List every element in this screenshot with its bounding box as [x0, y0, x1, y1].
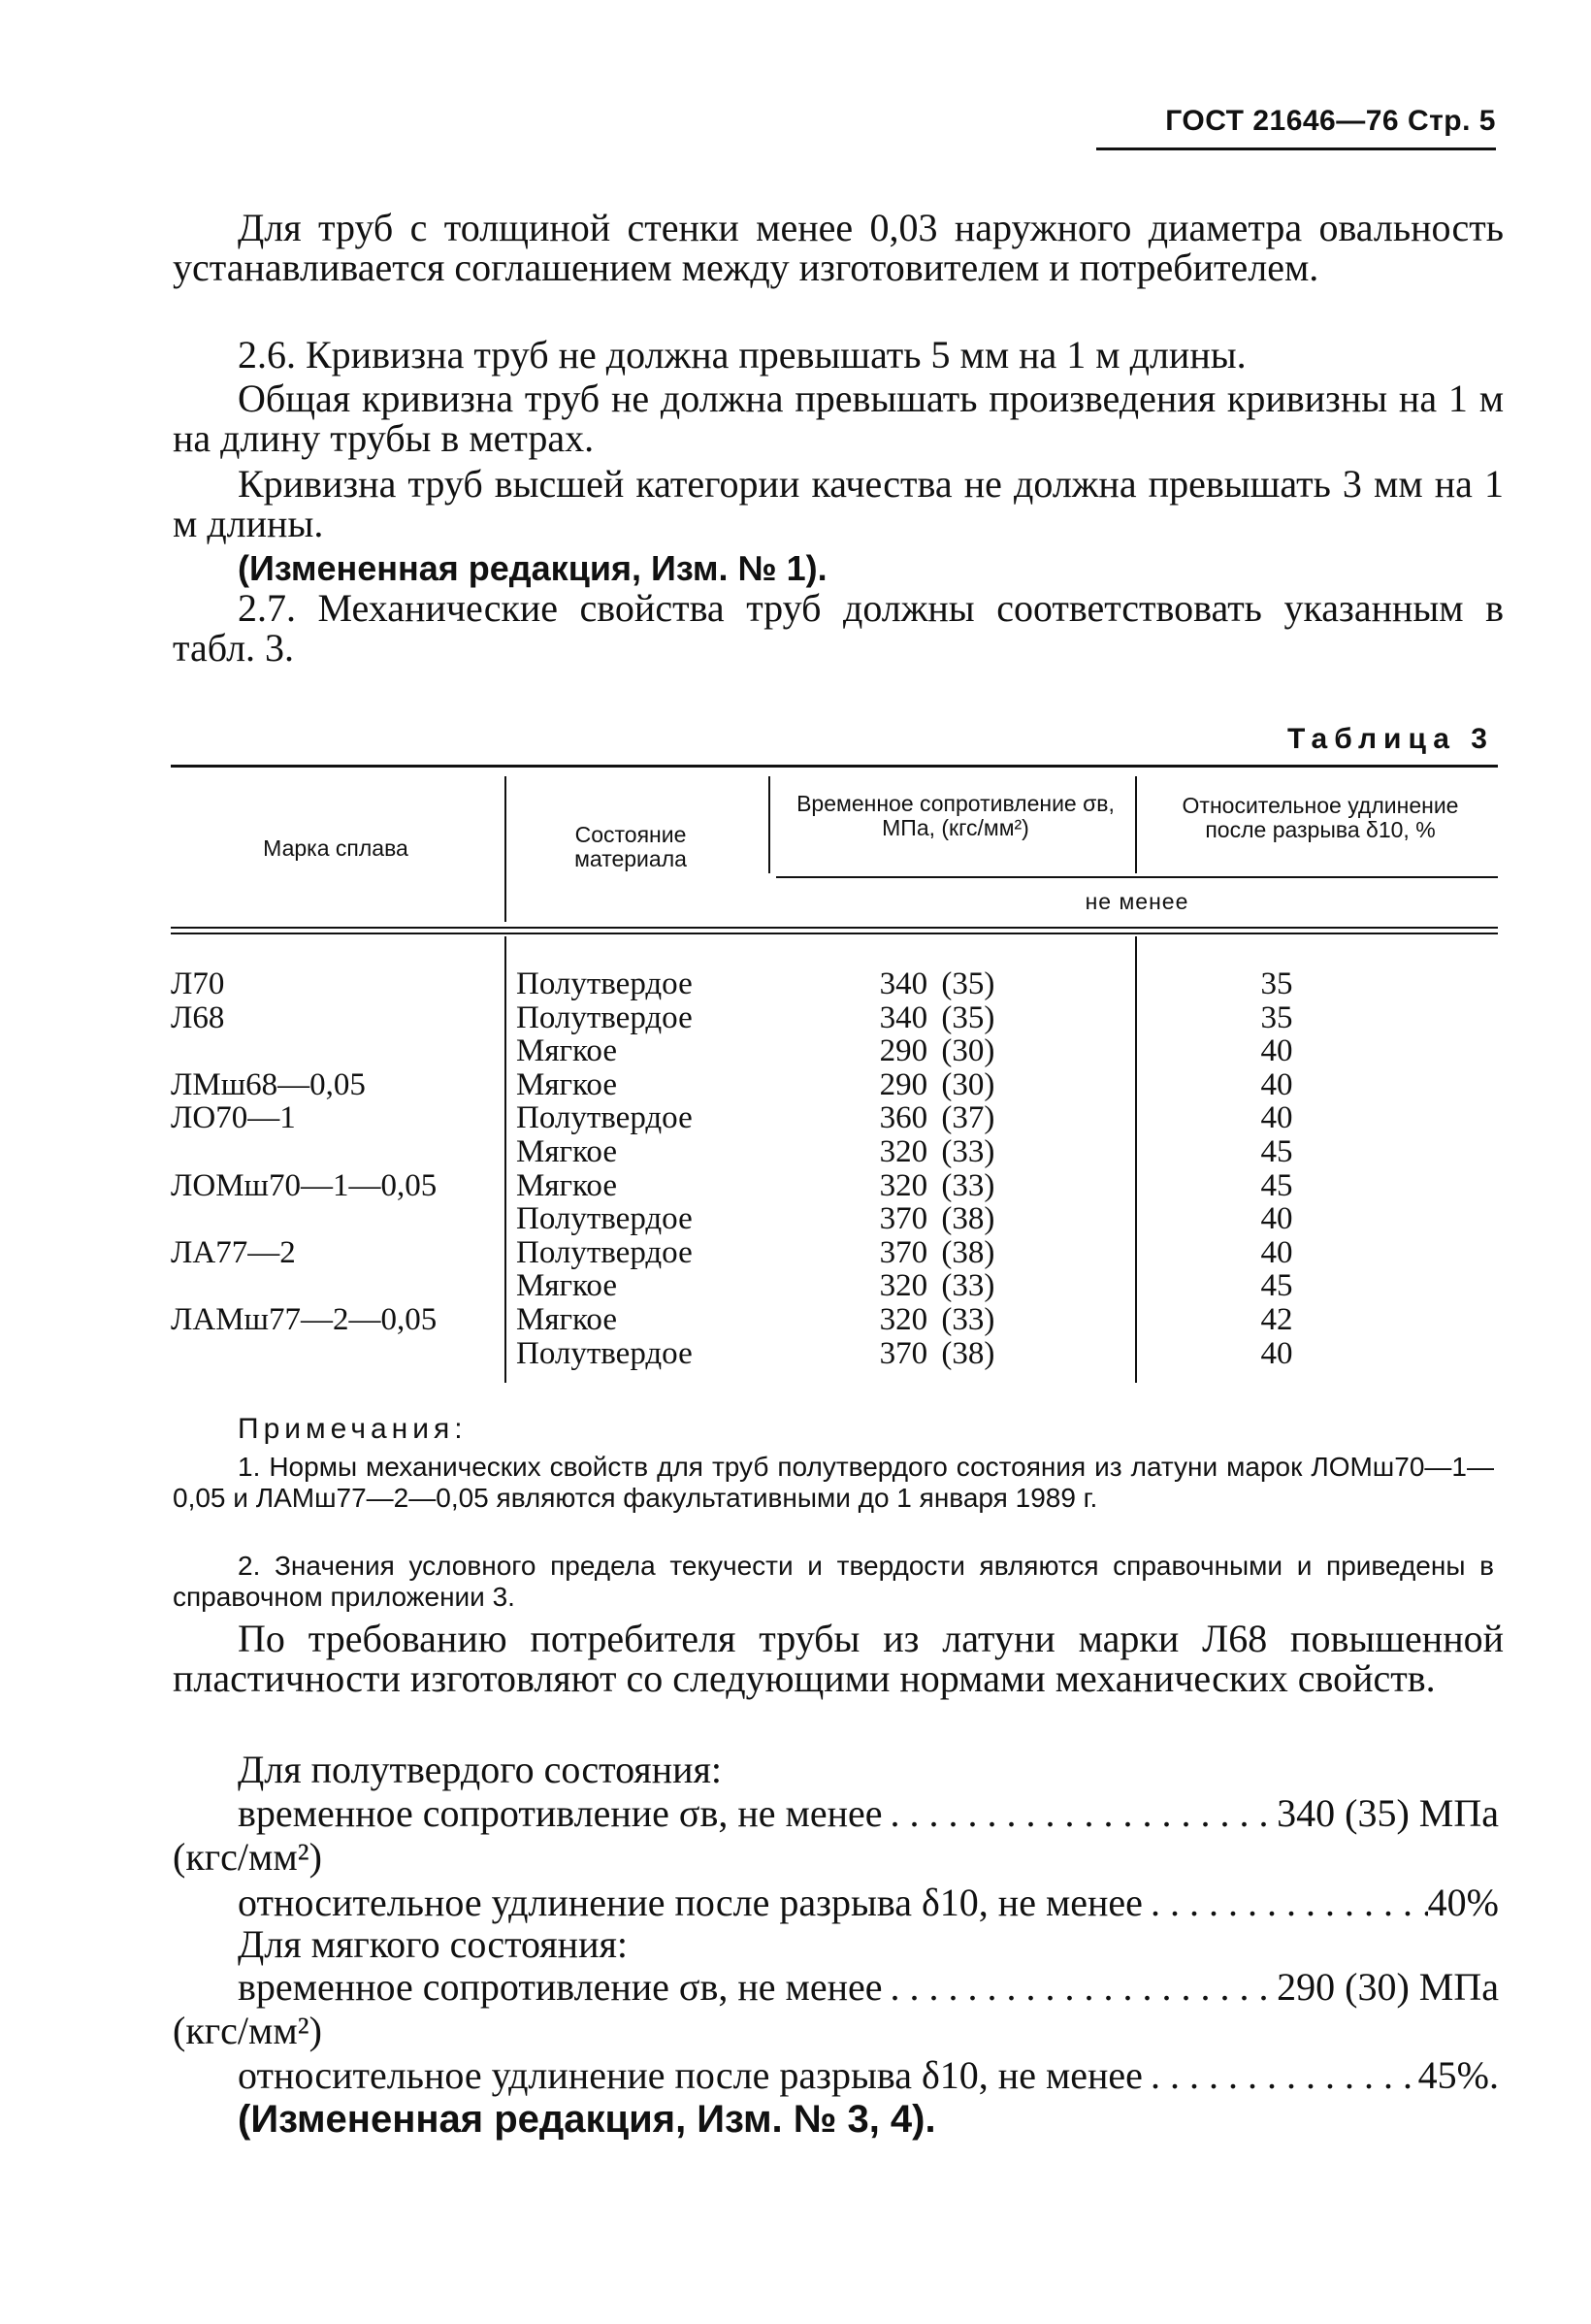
cell-strength: 370 (38) [879, 1335, 995, 1371]
paragraph-high-quality: Кривизна труб высшей категории качества не должна превышать 3 мм на 1 м длины. [173, 462, 1504, 545]
cell-grade: Л68 [171, 999, 225, 1035]
table-row [171, 1169, 1500, 1203]
table-row [171, 1135, 1500, 1169]
paragraph-l68: По требованию потребителя трубы из латуни марки Л68 повышенной пластичности изготовляют со следующими нормами механических свойств. [173, 1617, 1504, 1700]
header-elongation: Относительное удлинение после разрыва δ10, % [1182, 793, 1459, 842]
cell-elongation: 45 [1260, 1268, 1293, 1304]
cell-strength: 360 (37) [879, 1100, 995, 1136]
header-sub-rule [776, 876, 1498, 878]
table-top-rule [171, 765, 1498, 768]
table-row [171, 1303, 1500, 1337]
table-row [171, 1001, 1500, 1035]
cell-strength: 340 (35) [879, 999, 995, 1035]
cell-grade: ЛОМш70—1—0,05 [171, 1167, 438, 1203]
cell-strength: 290 (30) [879, 1066, 995, 1102]
hh-strength-unit: (кгс/мм²) [173, 1835, 322, 1879]
paragraph-2-7: 2.7. Механические свойства труб должны соответствовать указанным в табл. 3. [173, 586, 1504, 670]
cell-state: Мягкое [516, 1033, 617, 1069]
s-strength-unit: (кгс/мм²) [173, 2009, 322, 2052]
cell-grade: ЛАМш77—2—0,05 [171, 1301, 438, 1337]
header-divider-3 [1135, 776, 1137, 873]
hh-strength-label: временное сопротивление σв, не менее [238, 1791, 883, 1835]
cell-strength: 320 (33) [879, 1268, 995, 1304]
table-row [171, 967, 1500, 1001]
cell-elongation: 40 [1260, 1234, 1293, 1270]
paragraph-total-curvature: Общая кривизна труб не должна превышать произведения кривизны на 1 м на длину трубы в метрах. [173, 376, 1504, 460]
cell-elongation: 45 [1260, 1167, 1293, 1203]
cell-state: Мягкое [516, 1167, 617, 1203]
paragraph-2-6: 2.6. Кривизна труб не должна превышать 5 мм на 1 м длины. [238, 333, 1247, 376]
half-hard-title: Для полутвердого состояния: [238, 1748, 723, 1791]
header-state: Состояние материала [574, 822, 687, 871]
leader-dots [1143, 2055, 1418, 2095]
s-elong-value: 45%. [1417, 2053, 1499, 2097]
cell-strength: 370 (38) [879, 1234, 995, 1270]
cell-elongation: 40 [1260, 1066, 1293, 1102]
header-strength: Временное сопротивление σв, МПа, (кгс/мм²) [796, 791, 1115, 840]
table-body [171, 967, 1500, 1370]
cell-state: Полутвердое [516, 1201, 693, 1237]
amendment-3-4: (Измененная редакция, Изм. № 3, 4). [238, 2098, 936, 2141]
table-row [171, 1236, 1500, 1270]
leader-dots [883, 1967, 1278, 2007]
s-strength-line [238, 1967, 1499, 2007]
cell-elongation: 40 [1260, 1201, 1293, 1237]
cell-elongation: 42 [1260, 1301, 1293, 1337]
cell-elongation: 40 [1260, 1100, 1293, 1136]
soft-title: Для мягкого состояния: [238, 1922, 628, 1966]
leader-dots [883, 1793, 1278, 1833]
cell-state: Мягкое [516, 1066, 617, 1102]
header-bottom-rule-1 [171, 927, 1498, 929]
hh-elong-value: 40% [1427, 1881, 1499, 1924]
cell-elongation: 35 [1260, 999, 1293, 1035]
cell-state: Полутвердое [516, 1100, 693, 1136]
s-elong-label: относительное удлинение после разрыва δ10, не менее [238, 2053, 1143, 2097]
table-row [171, 1337, 1500, 1371]
cell-strength: 340 (35) [879, 966, 995, 1001]
cell-elongation: 40 [1260, 1335, 1293, 1371]
cell-grade: ЛМш68—0,05 [171, 1066, 366, 1102]
amendment-1: (Измененная редакция, Изм. № 1). [238, 548, 828, 588]
hh-elong-label: относительное удлинение после разрыва δ10, не менее [238, 1881, 1143, 1924]
cell-state: Мягкое [516, 1133, 617, 1169]
table-row [171, 1101, 1500, 1135]
header-rule [1096, 147, 1496, 150]
cell-grade: ЛО70—1 [171, 1100, 296, 1136]
leader-dots [1143, 1882, 1428, 1922]
cell-grade: ЛА77—2 [171, 1234, 296, 1270]
cell-elongation: 45 [1260, 1133, 1293, 1169]
hh-strength-value: 340 (35) МПа [1277, 1791, 1499, 1835]
notes-title: Примечания: [238, 1413, 468, 1445]
cell-state: Мягкое [516, 1268, 617, 1304]
note-2: 2. Значения условного предела текучести и твердости являются справочными и приведены в справочном приложении 3. [173, 1551, 1494, 1612]
header-divider-2 [768, 776, 770, 873]
cell-grade: Л70 [171, 966, 225, 1001]
cell-strength: 370 (38) [879, 1201, 995, 1237]
page-header: ГОСТ 21646—76 Стр. 5 [1165, 105, 1496, 137]
cell-state: Полутвердое [516, 966, 693, 1001]
s-strength-label: временное сопротивление σв, не менее [238, 1965, 883, 2009]
table-row [171, 1068, 1500, 1102]
cell-state: Полутвердое [516, 999, 693, 1035]
header-min: не менее [1085, 889, 1189, 914]
cell-strength: 320 (33) [879, 1167, 995, 1203]
cell-state: Мягкое [516, 1301, 617, 1337]
cell-strength: 320 (33) [879, 1301, 995, 1337]
s-elong-line [238, 2055, 1499, 2095]
note-1: 1. Нормы механических свойств для труб полутвердого состояния из латуни марок ЛОМш70—1—0,05 и ЛАМш77—2—0,05 являются факультативными до 1 января 1989 г. [173, 1452, 1494, 1513]
cell-elongation: 40 [1260, 1033, 1293, 1069]
header-grade: Марка сплава [263, 835, 408, 861]
header-divider-1 [504, 776, 506, 922]
cell-elongation: 35 [1260, 966, 1293, 1001]
table-caption: Таблица 3 [1286, 723, 1494, 755]
hh-elong-line [238, 1882, 1499, 1922]
table-row [171, 1202, 1500, 1236]
table-row [171, 1269, 1500, 1303]
table-row [171, 1034, 1500, 1068]
cell-strength: 320 (33) [879, 1133, 995, 1169]
cell-state: Полутвердое [516, 1234, 693, 1270]
cell-strength: 290 (30) [879, 1033, 995, 1069]
header-bottom-rule-2 [171, 933, 1498, 934]
cell-state: Полутвердое [516, 1335, 693, 1371]
s-strength-value: 290 (30) МПа [1277, 1965, 1499, 2009]
paragraph-ovality: Для труб с толщиной стенки менее 0,03 наружного диаметра овальность устанавливается соглашением между изготовителем и потребителем. [173, 206, 1504, 289]
hh-strength-line [238, 1793, 1499, 1833]
